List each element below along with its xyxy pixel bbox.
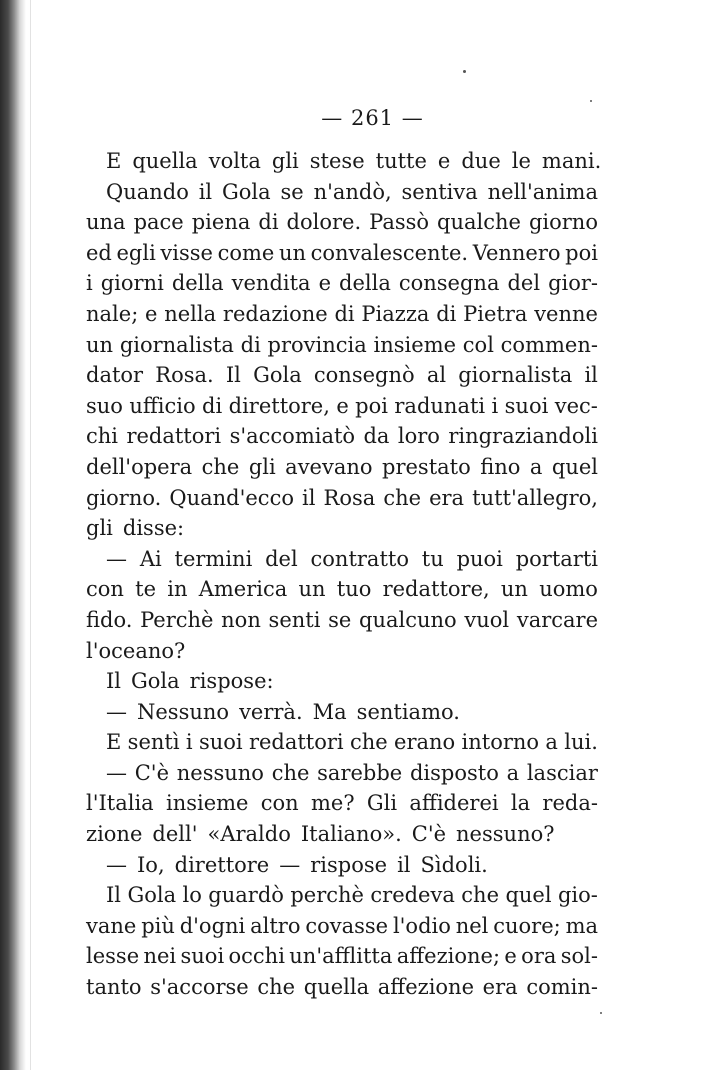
text-line: Il Gola rispose: xyxy=(106,669,274,694)
text-line: l'Italia insieme con me? Gli affiderei la reda- xyxy=(86,791,598,816)
text-line: gli disse: xyxy=(86,516,185,541)
page-number: — 261 — xyxy=(321,106,424,130)
text-line: tanto s'accorse che quella affezione era comin- xyxy=(86,975,598,1000)
scan-speck xyxy=(590,100,592,102)
text-line: — Ai termini del contratto tu puoi portarti xyxy=(106,546,598,571)
book-binding-shadow xyxy=(0,0,26,1070)
text-line: dell'opera che gli avevano prestato fino a quel xyxy=(86,454,598,479)
page-body-text xyxy=(86,146,602,1003)
scan-speck xyxy=(463,70,466,73)
text-line: — C'è nessuno che sarebbe disposto a lasciar xyxy=(106,760,598,785)
text-line: — Nessuno verrà. Ma sentiamo. xyxy=(106,699,460,724)
text-line: chi redattori s'accomiatò da loro ringraziandoli xyxy=(86,424,598,449)
text-line: fido. Perchè non senti se qualcuno vuol varcare xyxy=(86,607,598,632)
text-line: ed egli visse come un convalescente. Vennero poi xyxy=(86,240,598,265)
text-line: vane più d'ogni altro covasse l'odio nel cuore; ma xyxy=(86,913,598,938)
text-line: nale; e nella redazione di Piazza di Pietra venne xyxy=(86,301,598,326)
text-line: con te in America un tuo redattore, un uomo xyxy=(86,577,598,602)
text-line: — Io, direttore — rispose il Sìdoli. xyxy=(106,852,488,877)
text-line: una pace piena di dolore. Passò qualche giorno xyxy=(86,210,598,235)
text-line: dator Rosa. Il Gola consegnò al giornalista il xyxy=(86,363,598,388)
scan-speck xyxy=(600,1012,602,1014)
text-line: Il Gola lo guardò perchè credeva che quel gio- xyxy=(106,883,598,908)
text-line: lesse nei suoi occhi un'afflitta affezione; e ora sol- xyxy=(86,944,598,969)
text-line: E sentì i suoi redattori che erano intorno a lui. xyxy=(106,730,598,755)
text-line: suo ufficio di direttore, e poi radunati i suoi vec- xyxy=(86,393,598,418)
text-line: Quando il Gola se n'andò, sentiva nell'anima xyxy=(106,179,598,204)
text-line: zione dell' «Araldo Italiano». C'è nessuno? xyxy=(86,822,555,847)
text-line: un giornalista di provincia insieme col commen- xyxy=(86,332,598,357)
text-line: l'oceano? xyxy=(86,638,186,663)
text-line: i giorni della vendita e della consegna del gior- xyxy=(86,271,598,296)
page-edge-line xyxy=(30,0,31,1070)
text-line: E quella volta gli stese tutte e due le mani. xyxy=(106,149,602,173)
text-line: giorno. Quand'ecco il Rosa che era tutt'allegro, xyxy=(86,485,598,510)
